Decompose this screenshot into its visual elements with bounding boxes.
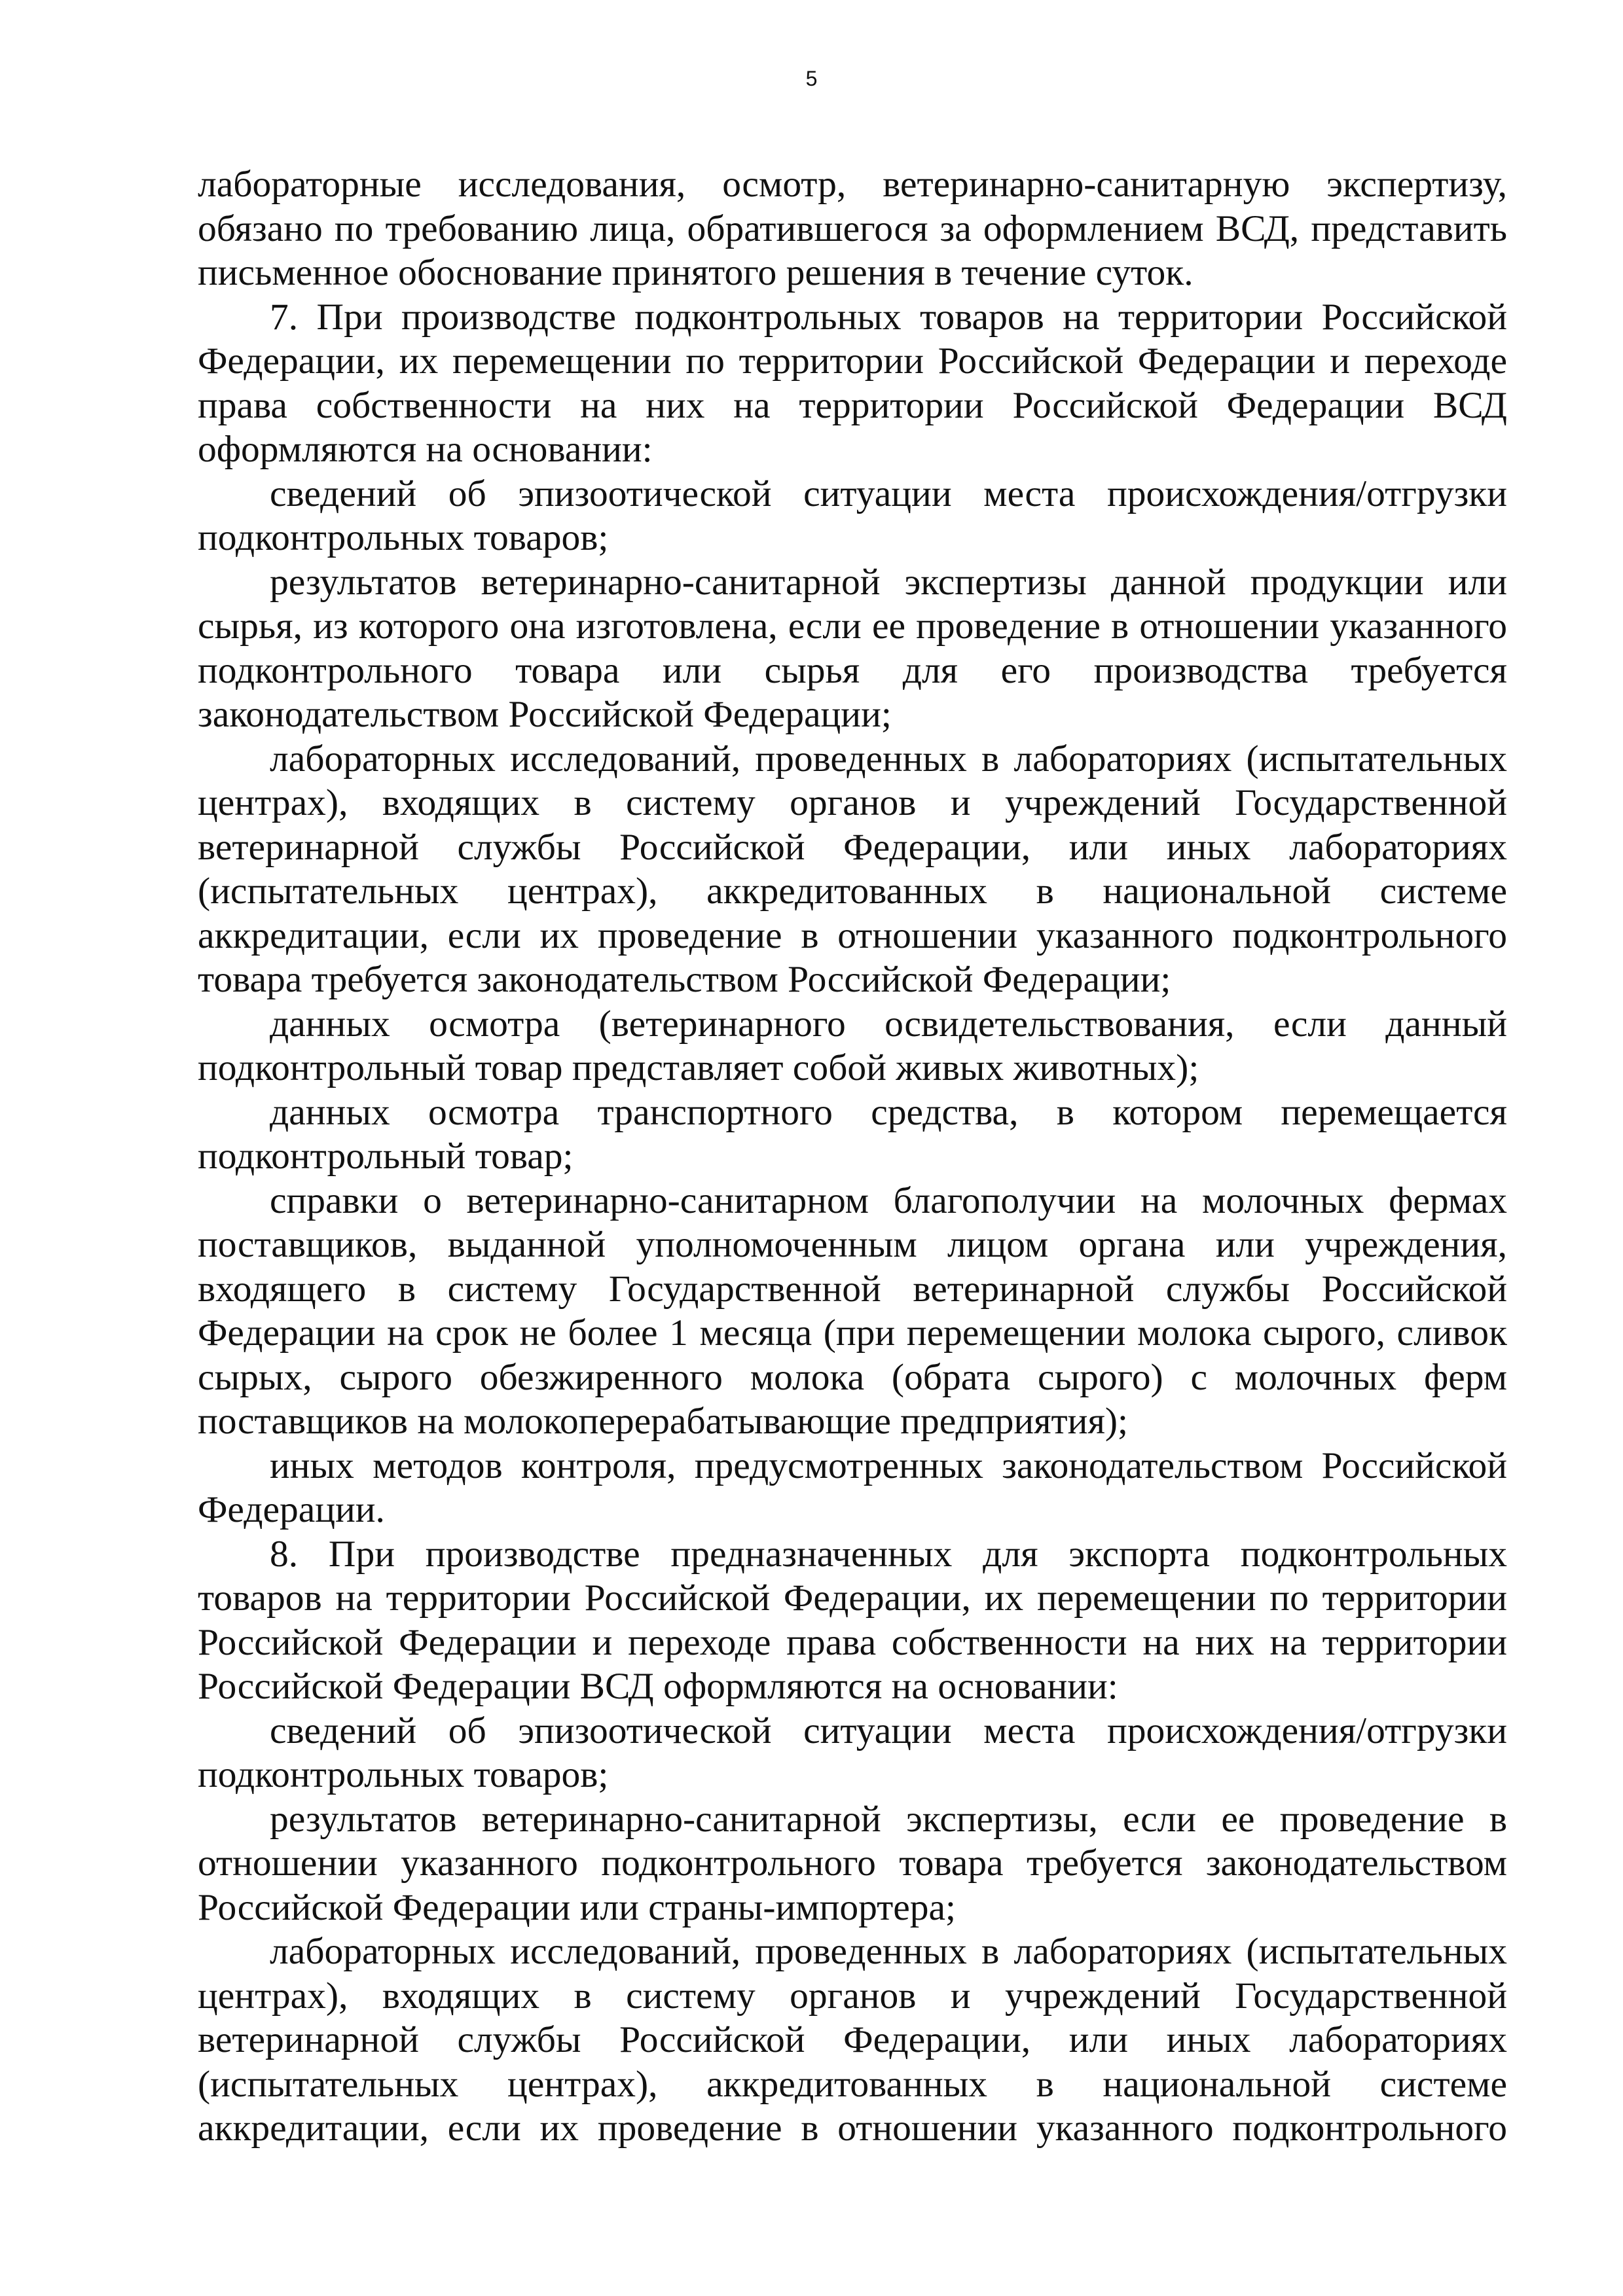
paragraph-basis: данных осмотра транспортного средства, в котором перемещается подконтрольный товар; [198, 1091, 1507, 1177]
paragraph-basis: результатов ветеринарно-санитарной экспертизы, если ее проведение в отношении указанного подконтрольного товара требуется законодательством Российской Федерации или страны-импортера; [198, 1798, 1507, 1928]
paragraph-continuation: лабораторные исследования, осмотр, ветеринарно-санитарную экспертизу, обязано по требованию лица, обратившегося за оформлением ВСД, представить письменное обоснование принятого решения в течение суток. [198, 164, 1507, 293]
page-number: 5 [805, 67, 818, 90]
paragraph-basis: результатов ветеринарно-санитарной экспертизы данной продукции или сырья, из которого она изготовлена, если ее проведение в отношении указанного подконтрольного товара или сырья для его производства требуется законодательством Российской Федерации; [198, 561, 1507, 735]
paragraph-item-7: 7. При производстве подконтрольных товаров на территории Российской Федерации, их перемещении по территории Российской Федерации и переходе права собственности на них на территории Российской Федерации ВСД оформляются на основании: [198, 296, 1507, 470]
paragraph-item-8: 8. При производстве предназначенных для экспорта подконтрольных товаров на территории Российской Федерации, их перемещении по территории Российской Федерации и переходе права собственности на них на территории Российской Федерации ВСД оформляются на основании: [198, 1533, 1507, 1707]
paragraph-basis: справки о ветеринарно-санитарном благополучии на молочных фермах поставщиков, выданной уполномоченным лицом органа или учреждения, входящего в систему Государственной ветеринарной службы Российской Федерации на срок не более 1 месяца (при перемещении молока сырого, сливок сырых, сырого обезжиренного молока (обрата сырого) с молочных ферм поставщиков на молокоперерабатывающие предприятия); [198, 1179, 1507, 1442]
document-body [198, 162, 1507, 2151]
paragraph-basis: сведений об эпизоотической ситуации места происхождения/отгрузки подконтрольных товаров; [198, 1710, 1507, 1795]
paragraph-basis: данных осмотра (ветеринарного освидетельствования, если данный подконтрольный товар представляет собой живых животных); [198, 1003, 1507, 1088]
paragraph-basis: иных методов контроля, предусмотренных законодательством Российской Федерации. [198, 1444, 1507, 1530]
paragraph-basis: лабораторных исследований, проведенных в лабораториях (испытательных центрах), входящих в систему органов и учреждений Государственной ветеринарной службы Российской Федерации, или иных лабораториях (испытательных центрах), аккредитованных в национальной системе аккредитации, если их проведение в отношении указанного подконтрольного [198, 1931, 1507, 2149]
paragraph-basis: сведений об эпизоотической ситуации места происхождения/отгрузки подконтрольных товаров; [198, 473, 1507, 558]
paragraph-basis: лабораторных исследований, проведенных в лабораториях (испытательных центрах), входящих в систему органов и учреждений Государственной ветеринарной службы Российской Федерации, или иных лабораториях (испытательных центрах), аккредитованных в национальной системе аккредитации, если их проведение в отношении указанного подконтрольного товара требуется законодательством Российской Федерации; [198, 738, 1507, 1000]
